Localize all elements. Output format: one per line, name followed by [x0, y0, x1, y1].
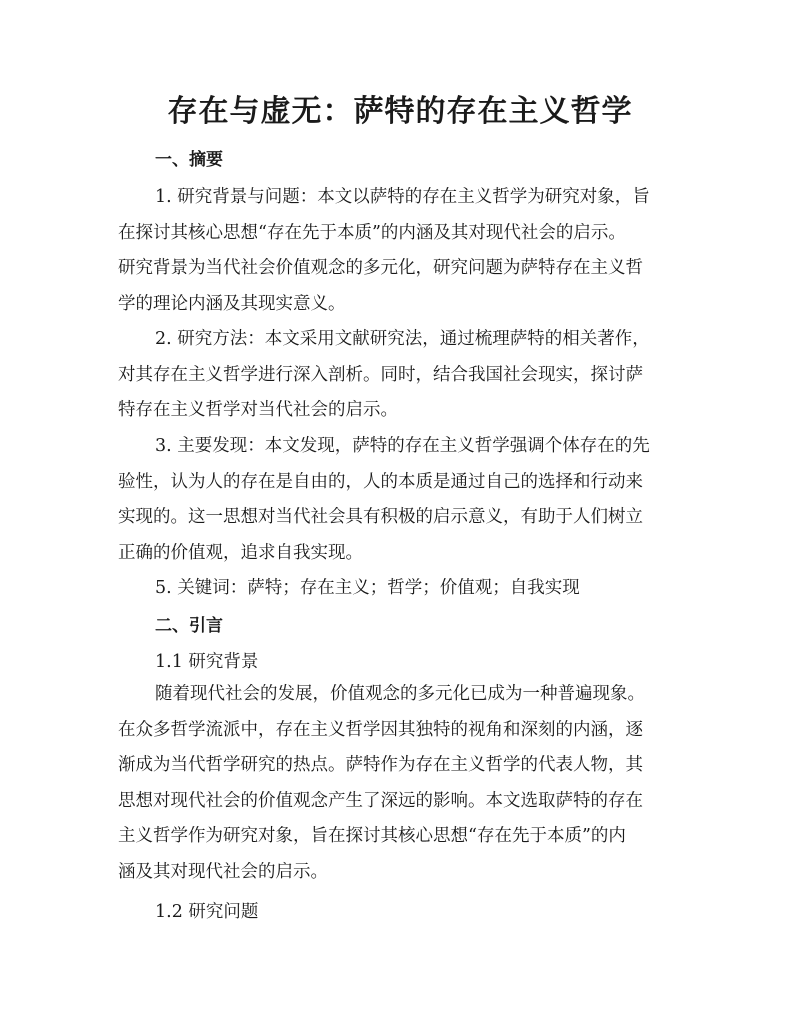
abstract-paragraph-3 — [118, 429, 682, 571]
abstract-paragraph-2 — [118, 322, 682, 429]
abstract-paragraph-1 — [118, 180, 682, 322]
section-1-1-heading: 1.1 研究背景 — [155, 652, 259, 672]
paragraph-line: 对其存在主义哲学进行深入剖析。同时，结合我国社会现实，探讨萨 — [118, 364, 643, 385]
paragraph-line: 学的理论内涵及其现实意义。 — [118, 293, 346, 314]
paragraph-line: 特存在主义哲学对当代社会的启示。 — [118, 400, 398, 420]
intro-heading: 二、引言 — [155, 616, 223, 636]
document-title: 存在与虚无：萨特的存在主义哲学 — [167, 94, 633, 129]
keywords-line — [118, 571, 682, 607]
paragraph-line: 研究背景为当代社会价值观念的多元化，研究问题为萨特存在主义哲 — [118, 258, 643, 278]
paragraph-line: 思想对现代社会的价值观念产生了深远的影响。本文选取萨特的存在 — [118, 790, 643, 811]
paragraph-line: 正确的价值观，追求自我实现。 — [118, 542, 363, 563]
abstract-heading: 一、摘要 — [155, 150, 223, 170]
background-paragraph — [118, 677, 682, 890]
section-1-2-heading: 1.2 研究问题 — [155, 902, 259, 922]
paragraph-line: 实现的。这一思想对当代社会具有积极的启示意义，有助于人们树立 — [118, 507, 643, 527]
paragraph-line: 在探讨其核心思想“存在先于本质”的内涵及其对现代社会的启示。 — [118, 222, 626, 243]
paragraph-line: 2. 研究方法：本文采用文献研究法，通过梳理萨特的相关著作， — [155, 329, 650, 349]
paragraph-line: 涵及其对现代社会的启示。 — [118, 861, 328, 882]
paragraph-line: 3. 主要发现：本文发现，萨特的存在主义哲学强调个体存在的先 — [155, 436, 650, 456]
paragraph-line: 验性，认为人的存在是自由的，人的本质是通过自己的选择和行动来 — [118, 471, 643, 492]
keywords-text: 5. 关键词：萨特；存在主义；哲学；价值观；自我实现 — [155, 578, 580, 598]
paragraph-line: 主义哲学作为研究对象，旨在探讨其核心思想“存在先于本质”的内 — [118, 826, 626, 846]
paragraph-line: 随着现代社会的发展，价值观念的多元化已成为一种普遍现象。 — [155, 684, 645, 704]
paragraph-line: 渐成为当代哲学研究的热点。萨特作为存在主义哲学的代表人物，其 — [118, 755, 643, 775]
paragraph-line: 在众多哲学流派中，存在主义哲学因其独特的视角和深刻的内涵，逐 — [118, 719, 643, 740]
paragraph-line: 1. 研究背景与问题：本文以萨特的存在主义哲学为研究对象，旨 — [155, 187, 650, 207]
